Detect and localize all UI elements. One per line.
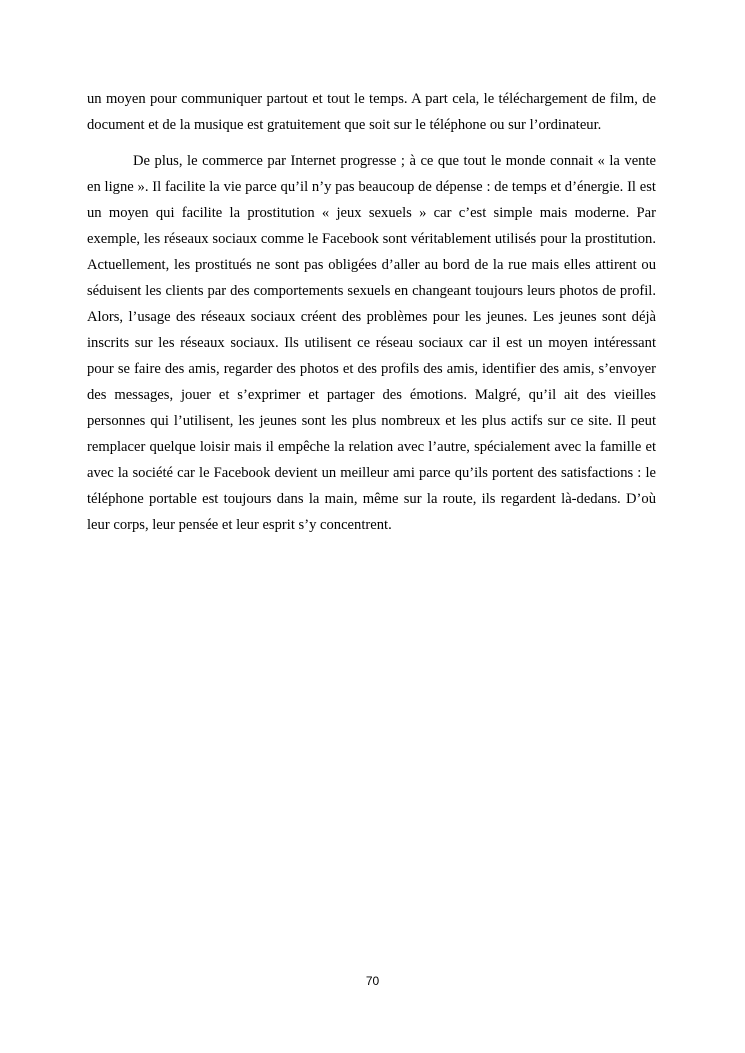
paragraph-continuation: un moyen pour communiquer partout et tout le temps. A part cela, le téléchargement de film, de document et de la musique est gratuitement que soit sur le téléphone ou sur l’ordinateur. [87,91,656,133]
paragraph-commerce-internet: De plus, le commerce par Internet progresse ; à ce que tout le monde connait « la vente en ligne ». Il facilite la vie parce qu’il n’y pas beaucoup de dépense : de temps et d’énergie. Il est un moyen qui facilite la prostitution « jeux sexuels » car c’est simple mais moderne. Par exemple, les réseaux sociaux comme le Facebook sont véritablement utilisés pour la prostitution. Actuellement, les prostitués ne sont pas obligées d’aller au bord de la rue mais elles attirent ou séduisent les clients par des comportements sexuels en changeant toujours leurs photos de profil. Alors, l’usage des réseaux sociaux créent des problèmes pour les jeunes. Les jeunes sont déjà inscrits sur les réseaux sociaux. Ils utilisent ce réseau sociaux car il est un moyen intéressant pour se faire des amis, regarder des photos et des profils des amis, identifier des amis, s’envoyer des messages, jouer et s’exprimer et partager des émotions. Malgré, qu’il ait des vieilles personnes qui l’utilisent, les jeunes sont les plus nombreux et les plus actifs sur ce site. Il peut remplacer quelque loisir mais il empêche la relation avec l’autre, spécialement avec la famille et avec la société car le Facebook devient un meilleur ami parce qu’ils portent des satisfactions : le téléphone portable est toujours dans la main, même sur la route, ils regardent là-dedans. D’où leur corps, leur pensée et leur esprit s’y concentrent. [87,153,656,533]
page-number: 70 [365,974,380,988]
body-text [87,86,656,538]
